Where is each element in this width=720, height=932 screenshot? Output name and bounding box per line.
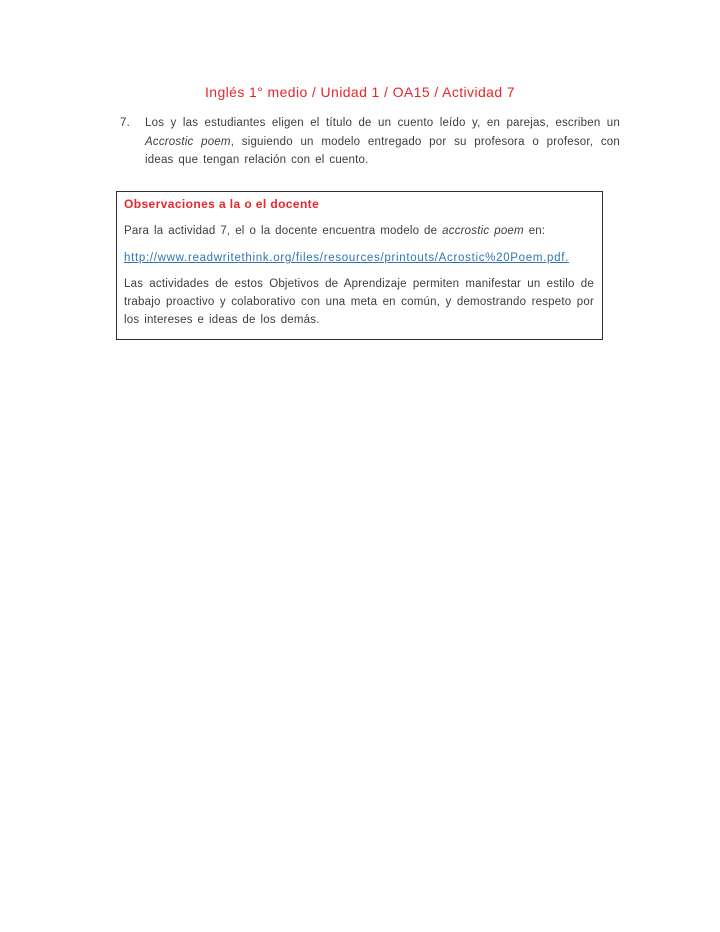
observations-box	[116, 191, 603, 340]
observations-heading: Observaciones a la o el docente	[124, 197, 320, 211]
observations-intro-start: Para la actividad 7, el o la docente encuentra modelo de	[124, 225, 443, 237]
activity-item	[120, 114, 620, 170]
observations-note: Las actividades de estos Objetivos de Aprendizaje permiten manifestar un estilo de trabajo proactivo y colaborativo con una meta en común, y demostrando respeto por los intereses e ideas de los demás.	[124, 278, 594, 326]
activity-text	[145, 114, 620, 170]
resource-link[interactable]: http://www.readwritethink.org/files/resources/printouts/Acrostic%20Poem.pdf.	[124, 252, 570, 264]
observations-intro-end: en:	[523, 225, 546, 237]
activity-number: 7.	[120, 117, 130, 129]
activity-text-end: , siguiendo un modelo entregado por su profesora o profesor, con ideas que tengan relación con el cuento.	[145, 135, 620, 166]
observations-intro-italic: accrostic poem	[442, 225, 524, 237]
activity-text-start: Los y las estudiantes eligen el título de un cuento leído y, en parejas, escriben un	[145, 117, 620, 129]
resource-link-line	[124, 252, 594, 264]
observations-intro	[124, 225, 594, 237]
document-title: Inglés 1° medio / Unidad 1 / OA15 / Actividad 7	[204, 84, 515, 100]
activity-text-italic: Accrostic poem	[145, 135, 231, 148]
